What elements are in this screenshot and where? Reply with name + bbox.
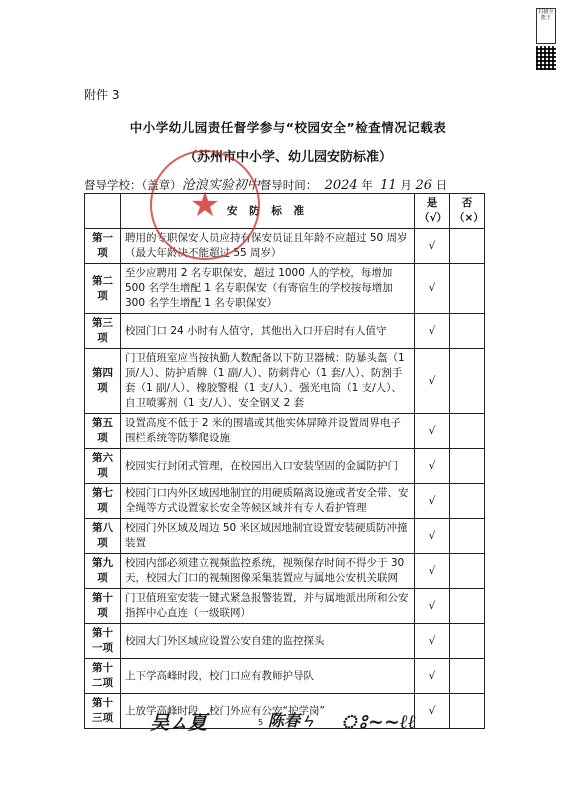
standard-text: 设置高度不低于 2 米的围墙或其他实体屏障并设置周界电子围栏系统等防攀爬设施	[121, 414, 415, 449]
standard-text: 门卫值班室应当按执勤人数配备以下防卫器械：防暴头盔（1 顶/人）、防护盾牌（1 副/人）、防刺背心（1 套/人）、防割手套（1 副/人）、橡胶警棍（1 支/人）、强光电筒（1 支/人）、自卫喷雾剂（1 支/人）、安全钢叉 2 套	[121, 349, 415, 414]
signature-3: ঃ~~ℓℓ	[340, 711, 416, 733]
day-value: 26	[415, 178, 433, 193]
standard-text: 上下学高峰时段，校门口应有教师护导队	[121, 659, 415, 694]
qr-code-icon	[536, 46, 556, 70]
table-row	[85, 484, 485, 519]
standard-text: 校园门口内外区域因地制宜的用硬质隔离设施或者安全带、安全绳等方式设置家长安全等候区域并有专人看护管理	[121, 484, 415, 519]
table-row	[85, 414, 485, 449]
safety-standard-table	[84, 193, 485, 729]
item-label: 第四项	[85, 349, 121, 414]
item-label: 第五项	[85, 414, 121, 449]
standard-text: 校园内部必须建立视频监控系统，视频保存时间不得少于 30 天，校园大门口的视频图像采集装置应与属地公安机关联网	[121, 554, 415, 589]
table-header-row	[85, 194, 485, 229]
signature-2: 陈春ㄣ	[268, 711, 317, 730]
no-mark	[450, 694, 485, 729]
yes-mark: √	[415, 414, 450, 449]
standard-text: 校园大门外区域应设置公安自建的监控探头	[121, 624, 415, 659]
school-label: 督导学校：（盖章）	[84, 178, 182, 192]
info-line	[84, 174, 484, 193]
item-label: 第二项	[85, 264, 121, 314]
scanner-logo: 扫描全能王	[536, 8, 556, 44]
standard-text: 上放学高峰时段，校门外应有公安“护学岗”	[121, 694, 415, 729]
header-standard: 安 防 标 准	[121, 194, 415, 229]
standard-text: 至少应聘用 2 名专职保安，超过 1000 人的学校，每增加 500 名学生增配 1 名专职保安（有寄宿生的学校按每增加 300 名学生增配 1 名专职保安）	[121, 264, 415, 314]
table-row	[85, 659, 485, 694]
no-mark	[450, 624, 485, 659]
header-item	[85, 194, 121, 229]
signature-1: 吴ㄙ夏	[150, 712, 208, 734]
item-label: 第十二项	[85, 659, 121, 694]
yes-mark: √	[415, 229, 450, 264]
month-value: 11	[380, 178, 397, 193]
yes-mark: √	[415, 519, 450, 554]
table-row	[85, 314, 485, 349]
document-subtitle: （苏州市中小学、幼儿园安防标准）	[183, 150, 392, 165]
yes-mark: √	[415, 659, 450, 694]
table-row	[85, 624, 485, 659]
no-mark	[450, 314, 485, 349]
header-no: 否（×）	[450, 194, 485, 229]
no-mark	[450, 264, 485, 314]
item-label: 第七项	[85, 484, 121, 519]
table-row	[85, 349, 485, 414]
scanner-watermark	[536, 8, 556, 70]
header-yes: 是（√）	[415, 194, 450, 229]
table-row	[85, 229, 485, 264]
item-label: 第十一项	[85, 624, 121, 659]
table-row	[85, 519, 485, 554]
yes-mark: √	[415, 264, 450, 314]
yes-mark: √	[415, 314, 450, 349]
item-label: 第一项	[85, 229, 121, 264]
month-unit: 月	[400, 178, 412, 192]
table-row	[85, 589, 485, 624]
standard-text: 聘用的专职保安人员应持有保安员证且年龄不应超过 50 周岁（最大年龄决不能超过 55 周岁）	[121, 229, 415, 264]
attachment-label: 附件 3	[84, 88, 120, 102]
item-label: 第三项	[85, 314, 121, 349]
item-label: 第十三项	[85, 694, 121, 729]
item-label: 第十项	[85, 589, 121, 624]
year-value: 2024	[324, 178, 358, 193]
year-unit: 年	[361, 178, 373, 192]
no-mark	[450, 659, 485, 694]
yes-mark: √	[415, 449, 450, 484]
standard-text: 校园门外区域及周边 50 米区域因地制宜设置安装硬质防冲撞装置	[121, 519, 415, 554]
no-mark	[450, 519, 485, 554]
school-value: 沧浪实验初中	[181, 178, 260, 193]
page-number: 5	[258, 718, 264, 727]
no-mark	[450, 414, 485, 449]
item-label: 第八项	[85, 519, 121, 554]
standard-text: 校园门口 24 小时有人值守，其他出入口开启时有人值守	[121, 314, 415, 349]
yes-mark: √	[415, 349, 450, 414]
yes-mark: √	[415, 694, 450, 729]
yes-mark: √	[415, 554, 450, 589]
no-mark	[450, 229, 485, 264]
table-row	[85, 554, 485, 589]
time-label: 督导时间：	[259, 178, 318, 192]
table-row	[85, 264, 485, 314]
day-unit: 日	[435, 178, 448, 192]
standard-text: 校园实行封闭式管理，在校园出入口安装坚固的金属防护门	[121, 449, 415, 484]
item-label: 第六项	[85, 449, 121, 484]
item-label: 第九项	[85, 554, 121, 589]
no-mark	[450, 589, 485, 624]
document-title: 中小学幼儿园责任督学参与“校园安全”检查情况记载表	[129, 120, 447, 135]
no-mark	[450, 554, 485, 589]
standard-text: 门卫值班室安装一键式紧急报警装置，并与属地派出所和公安指挥中心直连（一级联网）	[121, 589, 415, 624]
no-mark	[450, 484, 485, 519]
no-mark	[450, 449, 485, 484]
seal-star-icon: ★	[189, 185, 221, 225]
date-field	[321, 177, 447, 194]
no-mark	[450, 349, 485, 414]
yes-mark: √	[415, 484, 450, 519]
table-row	[85, 449, 485, 484]
yes-mark: √	[415, 589, 450, 624]
yes-mark: √	[415, 624, 450, 659]
